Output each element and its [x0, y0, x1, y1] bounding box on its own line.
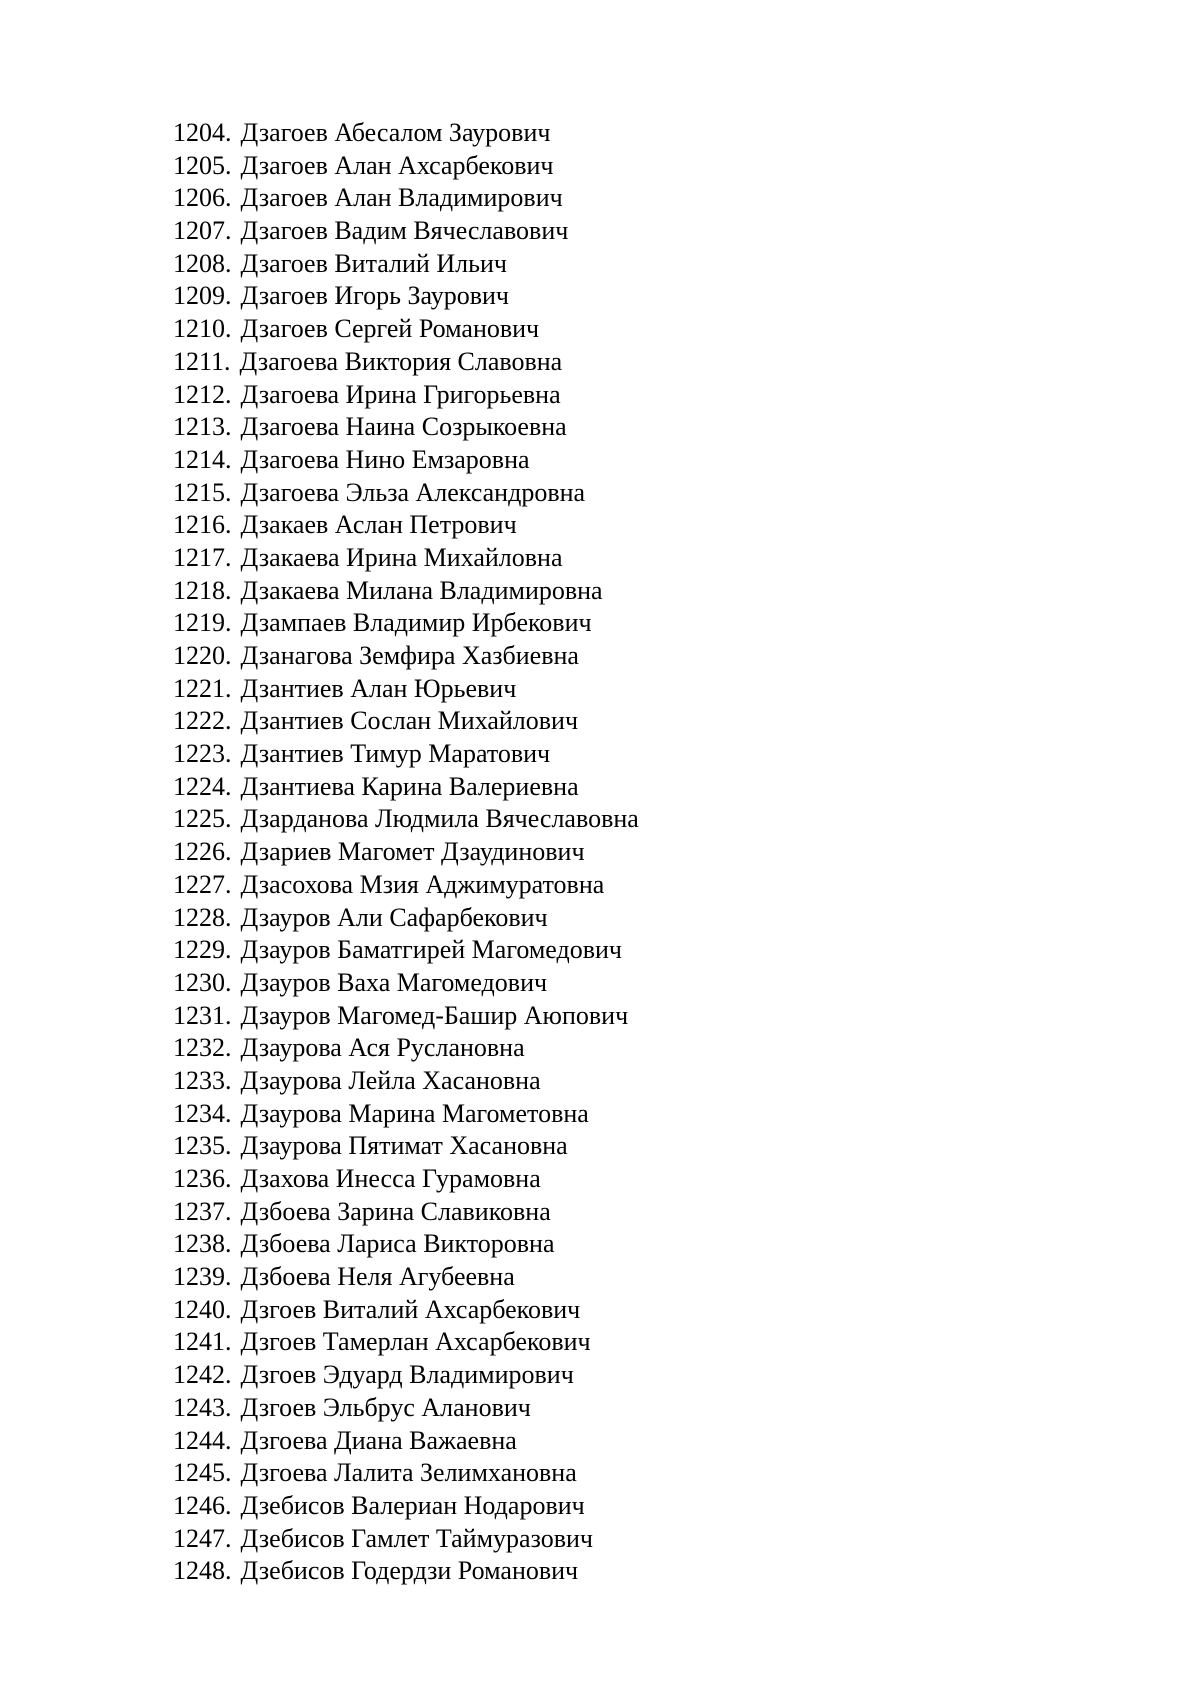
list-item — [173, 836, 639, 869]
entry-full-name: Дзгоев Тамерлан Ахсарбекович — [240, 1327, 591, 1357]
list-item — [173, 1065, 639, 1098]
entry-full-name: Дзауров Али Сафарбекович — [240, 902, 548, 932]
entry-number: 1239. — [173, 1262, 232, 1292]
list-item — [173, 1163, 639, 1196]
entry-number: 1245. — [173, 1458, 232, 1488]
list-item — [173, 117, 639, 150]
entry-number: 1227. — [173, 869, 232, 899]
entry-number: 1219. — [173, 608, 232, 638]
entry-full-name: Дзауров Магомед-Башир Аюпович — [240, 1000, 629, 1030]
list-item — [173, 1294, 639, 1327]
list-item — [173, 215, 639, 248]
entry-number: 1234. — [173, 1098, 232, 1128]
list-item — [173, 607, 639, 640]
entry-number: 1244. — [173, 1425, 232, 1455]
entry-number: 1207. — [173, 216, 232, 246]
entry-full-name: Дзагоева Виктория Славовна — [239, 346, 563, 376]
entry-full-name: Дзахова Инесса Гурамовна — [240, 1164, 541, 1193]
numbered-name-list — [173, 117, 639, 1588]
entry-number: 1206. — [173, 183, 232, 213]
entry-number: 1248. — [173, 1556, 232, 1586]
entry-full-name: Дзаурова Пятимат Хасановна — [240, 1131, 568, 1161]
entry-number: 1240. — [173, 1294, 232, 1324]
entry-full-name: Дзагоев Игорь Заурович — [240, 281, 510, 311]
entry-full-name: Дзгоева Лалита Зелимхановна — [240, 1458, 577, 1488]
entry-number: 1230. — [173, 967, 232, 997]
list-item — [173, 444, 639, 477]
entry-number: 1212. — [173, 379, 232, 409]
list-item — [173, 738, 639, 771]
entry-full-name: Дзанагова Земфира Хазбиевна — [240, 641, 579, 670]
entry-full-name: Дзагоев Вадим Вячеславович — [240, 216, 569, 246]
entry-full-name: Дзасохова Мзия Аджимуратовна — [240, 869, 605, 899]
entry-full-name: Дзгоев Виталий Ахсарбекович — [240, 1294, 581, 1324]
list-item — [173, 1000, 639, 1033]
entry-full-name: Дзагоева Эльза Александровна — [240, 477, 586, 507]
list-item — [173, 1098, 639, 1131]
list-item — [173, 1425, 639, 1458]
entry-full-name: Дзебисов Валериан Нодарович — [240, 1490, 585, 1520]
list-item — [173, 1130, 639, 1163]
entry-full-name: Дзарданова Людмила Вячеславовна — [240, 804, 639, 834]
entry-number: 1241. — [173, 1327, 232, 1357]
entry-full-name: Дзантиева Карина Валериевна — [240, 771, 579, 801]
list-item — [173, 542, 639, 575]
list-item — [173, 771, 639, 804]
entry-full-name: Дзантиев Сослан Михайлович — [240, 706, 579, 736]
entry-full-name: Дзагоев Виталий Ильич — [240, 248, 507, 278]
entry-number: 1231. — [173, 1000, 232, 1030]
entry-number: 1210. — [173, 314, 232, 344]
list-item — [173, 411, 639, 444]
list-item — [173, 509, 639, 542]
list-item — [173, 1032, 639, 1065]
entry-number: 1208. — [173, 248, 232, 278]
entry-full-name: Дзаурова Лейла Хасановна — [240, 1065, 541, 1095]
entry-full-name: Дзгоева Диана Важаевна — [240, 1425, 517, 1455]
list-item — [173, 575, 639, 608]
entry-full-name: Дзагоев Абесалом Заурович — [240, 118, 551, 147]
entry-full-name: Дзаурова Марина Магометовна — [240, 1098, 589, 1128]
entry-number: 1218. — [173, 575, 232, 605]
entry-full-name: Дзбоева Неля Агубеевна — [240, 1262, 515, 1292]
entry-full-name: Дзаурова Ася Руслановна — [240, 1033, 525, 1063]
list-item — [173, 1523, 639, 1556]
entry-number: 1237. — [173, 1196, 232, 1226]
entry-number: 1235. — [173, 1131, 232, 1161]
entry-full-name: Дзакаев Аслан Петрович — [240, 510, 517, 540]
entry-number: 1217. — [173, 542, 232, 572]
list-item — [173, 313, 639, 346]
entry-number: 1247. — [173, 1523, 232, 1553]
list-item — [173, 280, 639, 313]
list-item — [173, 1261, 639, 1294]
entry-number: 1223. — [173, 739, 232, 769]
entry-number: 1243. — [173, 1392, 232, 1422]
entry-number: 1236. — [173, 1164, 232, 1193]
entry-number: 1211. — [173, 346, 231, 376]
entry-full-name: Дзакаева Ирина Михайловна — [240, 542, 563, 572]
entry-number: 1242. — [173, 1360, 232, 1390]
entry-number: 1224. — [173, 771, 232, 801]
list-item — [173, 869, 639, 902]
entry-full-name: Дзантиев Тимур Маратович — [240, 739, 551, 769]
entry-number: 1222. — [173, 706, 232, 736]
list-item — [173, 1326, 639, 1359]
list-item — [173, 1392, 639, 1425]
entry-number: 1216. — [173, 510, 232, 540]
entry-full-name: Дзауров Баматгирей Магомедович — [240, 935, 622, 965]
list-item — [173, 640, 639, 673]
list-item — [173, 705, 639, 738]
list-item — [173, 803, 639, 836]
list-item — [173, 248, 639, 281]
entry-full-name: Дзгоев Эдуард Владимирович — [240, 1360, 574, 1390]
list-item — [173, 934, 639, 967]
entry-full-name: Дзбоева Зарина Славиковна — [240, 1196, 551, 1226]
entry-number: 1246. — [173, 1490, 232, 1520]
list-item — [173, 673, 639, 706]
entry-full-name: Дзампаев Владимир Ирбекович — [240, 608, 592, 638]
list-item — [173, 346, 639, 379]
entry-number: 1225. — [173, 804, 232, 834]
list-item — [173, 902, 639, 935]
entry-full-name: Дзагоева Нино Емзаровна — [240, 444, 530, 474]
list-item — [173, 150, 639, 183]
entry-number: 1229. — [173, 935, 232, 965]
list-item — [173, 1490, 639, 1523]
list-item — [173, 1555, 639, 1588]
entry-number: 1226. — [173, 837, 232, 867]
entry-full-name: Дзагоева Наина Созрыкоевна — [240, 412, 567, 442]
entry-number: 1220. — [173, 641, 232, 670]
entry-full-name: Дзгоев Эльбрус Аланович — [240, 1392, 531, 1422]
entry-full-name: Дзакаева Милана Владимировна — [240, 575, 603, 605]
list-item — [173, 477, 639, 510]
entry-number: 1204. — [173, 118, 232, 147]
entry-number: 1233. — [173, 1065, 232, 1095]
list-item — [173, 967, 639, 1000]
entry-full-name: Дзбоева Лариса Викторовна — [240, 1229, 555, 1259]
entry-number: 1228. — [173, 902, 232, 932]
entry-full-name: Дзантиев Алан Юрьевич — [240, 673, 517, 703]
entry-number: 1209. — [173, 281, 232, 311]
entry-full-name: Дзауров Ваха Магомедович — [240, 967, 548, 997]
entry-number: 1221. — [173, 673, 232, 703]
entry-full-name: Дзебисов Гамлет Таймуразович — [240, 1523, 593, 1553]
entry-number: 1232. — [173, 1033, 232, 1063]
entry-number: 1238. — [173, 1229, 232, 1259]
entry-number: 1213. — [173, 412, 232, 442]
list-item — [173, 182, 639, 215]
entry-number: 1215. — [173, 477, 232, 507]
list-item — [173, 1359, 639, 1392]
entry-full-name: Дзагоева Ирина Григорьевна — [240, 379, 561, 409]
entry-full-name: Дзагоев Алан Владимирович — [240, 183, 563, 213]
list-item — [173, 1457, 639, 1490]
entry-full-name: Дзебисов Годердзи Романович — [240, 1556, 579, 1586]
list-item — [173, 1228, 639, 1261]
list-item — [173, 379, 639, 412]
entry-full-name: Дзагоев Сергей Романович — [240, 314, 540, 344]
entry-number: 1205. — [173, 150, 232, 180]
entry-number: 1214. — [173, 444, 232, 474]
list-item — [173, 1196, 639, 1229]
entry-full-name: Дзагоев Алан Ахсарбекович — [240, 150, 554, 180]
entry-full-name: Дзариев Магомет Дзаудинович — [240, 837, 585, 867]
